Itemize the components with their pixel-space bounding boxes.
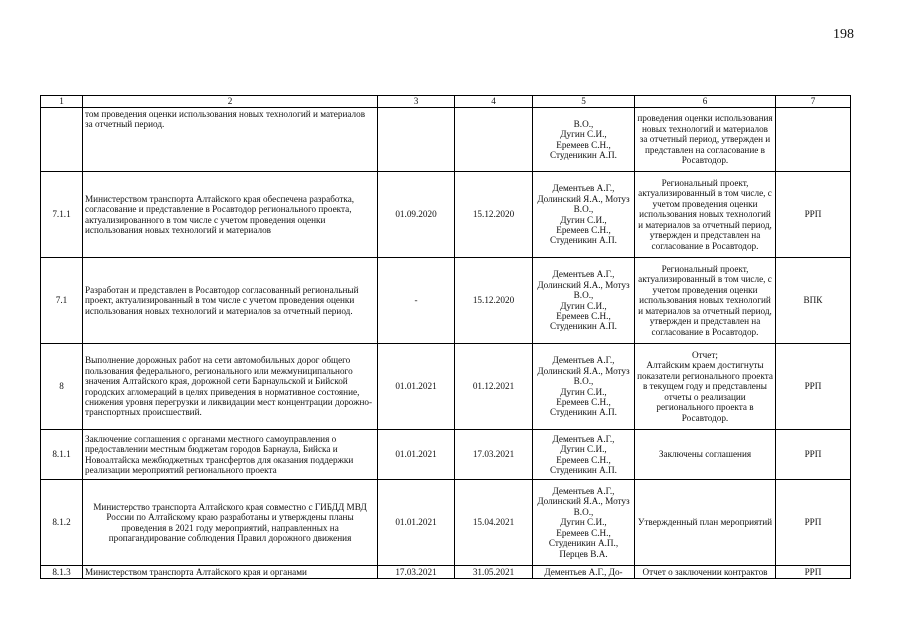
event-description: Разработан и представлен в Росавтодор согласованный региональный проект, актуализированный в том числе с учетом проведения оценки использования новых технологий и материалов за отчетный период.: [83, 258, 378, 344]
start-date: 01.01.2021: [378, 480, 455, 566]
expected-result: Отчет о заключении контрактов: [635, 566, 776, 579]
column-header: 6: [635, 96, 776, 108]
column-header: 4: [455, 96, 533, 108]
responsible-persons: Дементьев А.Г., Долинский Я.А., Мотуз В.О., Дугин С.И., Еремеев С.Н., Студеникин А.П.: [533, 344, 635, 430]
column-header: 1: [41, 96, 83, 108]
table-row: [41, 480, 851, 566]
responsible-persons: Дементьев А.Г., Долинский Я.А., Мотуз В.О., Дугин С.И., Еремеев С.Н., Студеникин А.П., Перцев В.А.: [533, 480, 635, 566]
column-header: 3: [378, 96, 455, 108]
event-description: Выполнение дорожных работ на сети автомобильных дорог общего пользования федерального, регионального или межмуниципального значения Алтайского края, дорожной сети Барнаульской и Бийской городских агломераций в целях приведения в нормативное состояние, снижения уровня перегрузки и ликвидации мест концентрации дорожно-транспортных происшествий.: [83, 344, 378, 430]
responsible-persons: Дементьев А.Г., Долинский Я.А., Мотуз В.О., Дугин С.И., Еремеев С.Н., Студеникин А.П.: [533, 258, 635, 344]
control-type: ВПК: [776, 258, 851, 344]
row-number: [41, 108, 83, 172]
row-number: 8: [41, 344, 83, 430]
event-description: Министерством транспорта Алтайского края обеспечена разработка, согласование и представление в Росавтодор регионального проекта, актуализированного в том числе с учетом проведения оценки использования новых технологий и материалов: [83, 172, 378, 258]
start-date: [378, 108, 455, 172]
table-row: [41, 172, 851, 258]
table-row: [41, 258, 851, 344]
header-row: [41, 96, 851, 108]
start-date: -: [378, 258, 455, 344]
end-date: 31.05.2021: [455, 566, 533, 579]
expected-result: Региональный проект, актуализированный в том числе, с учетом проведения оценки использования новых технологий и материалов за отчетный период, утвержден и представлен на согласование в Росавтодор.: [635, 258, 776, 344]
event-description: Заключение соглашения с органами местного самоуправления о предоставлении местным бюджетам городов Барнаула, Бийска и Новоалтайска межбюджетных трансфертов для оказания поддержки реализации мероприятий регионального проекта: [83, 430, 378, 480]
column-header: 7: [776, 96, 851, 108]
start-date: 01.01.2021: [378, 344, 455, 430]
start-date: 17.03.2021: [378, 566, 455, 579]
expected-result: Региональный проект, актуализированный в том числе, с учетом проведения оценки использования новых технологий и материалов за отчетный период, утвержден и представлен на согласование в Росавтодор.: [635, 172, 776, 258]
expected-result: проведения оценки использования новых технологий и материалов за отчетный период, утвержден и представлен на согласование в Росавтодор.: [635, 108, 776, 172]
control-type: РРП: [776, 344, 851, 430]
expected-result: Отчет; Алтайским краем достигнуты показатели регионального проекта в текущем году и представлены отчеты о реализации регионального проекта в Росавтодор.: [635, 344, 776, 430]
end-date: 01.12.2021: [455, 344, 533, 430]
expected-result: Заключены соглашения: [635, 430, 776, 480]
event-description: Министерство транспорта Алтайского края совместно с ГИБДД МВД России по Алтайскому краю разработаны и утверждены планы проведения в 2021 году мероприятий, направленных на пропагандирование соблюдения Правил дорожного движения: [83, 480, 378, 566]
row-number: 7.1.1: [41, 172, 83, 258]
end-date: 15.12.2020: [455, 172, 533, 258]
start-date: 01.01.2021: [378, 430, 455, 480]
control-type: РРП: [776, 566, 851, 579]
end-date: 17.03.2021: [455, 430, 533, 480]
plan-table: [40, 95, 851, 579]
end-date: 15.12.2020: [455, 258, 533, 344]
page-number: 198: [833, 27, 854, 42]
event-description: том проведения оценки использования новых технологий и материалов за отчетный период.: [83, 108, 378, 172]
column-header: 2: [83, 96, 378, 108]
control-type: РРП: [776, 480, 851, 566]
control-type: [776, 108, 851, 172]
row-number: 8.1.2: [41, 480, 83, 566]
table-row: [41, 566, 851, 579]
event-description: Министерством транспорта Алтайского края и органами: [83, 566, 378, 579]
control-type: РРП: [776, 430, 851, 480]
row-number: 8.1.1: [41, 430, 83, 480]
end-date: [455, 108, 533, 172]
table-row: [41, 430, 851, 480]
responsible-persons: Дементьев А.Г., Дугин С.И., Еремеев С.Н., Студеникин А.П.: [533, 430, 635, 480]
end-date: 15.04.2021: [455, 480, 533, 566]
responsible-persons: В.О., Дугин С.И., Еремеев С.Н., Студеникин А.П.: [533, 108, 635, 172]
row-number: 8.1.3: [41, 566, 83, 579]
table-row: [41, 344, 851, 430]
start-date: 01.09.2020: [378, 172, 455, 258]
responsible-persons: Дементьев А.Г., До-: [533, 566, 635, 579]
table-row: [41, 108, 851, 172]
control-type: РРП: [776, 172, 851, 258]
row-number: 7.1: [41, 258, 83, 344]
responsible-persons: Дементьев А.Г., Долинский Я.А., Мотуз В.О., Дугин С.И., Еремеев С.Н., Студеникин А.П.: [533, 172, 635, 258]
expected-result: Утвержденный план мероприятий: [635, 480, 776, 566]
column-header: 5: [533, 96, 635, 108]
